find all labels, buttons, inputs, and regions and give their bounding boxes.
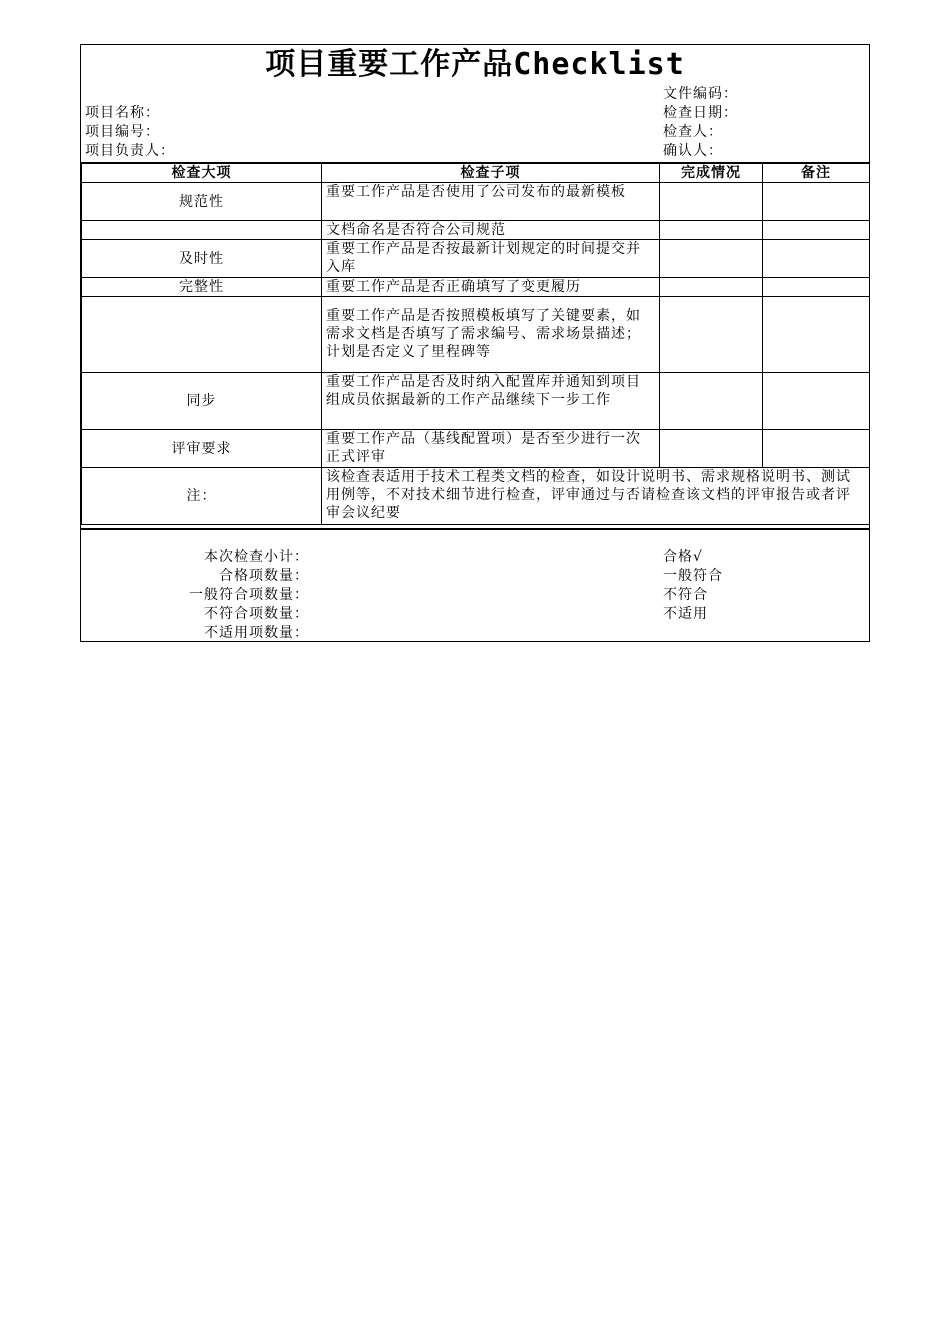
row-status-cell[interactable] xyxy=(660,278,763,297)
row-item: 重要工作产品是否按最新计划规定的时间提交并入库 xyxy=(322,240,660,278)
meta-project-lead: 项目负责人： xyxy=(85,143,175,159)
meta-project-number: 项目编号： xyxy=(85,124,160,140)
row-status-cell[interactable] xyxy=(660,430,763,468)
row-category: 评审要求 xyxy=(82,430,322,468)
summary-fail-count-label: 不符合项数量： xyxy=(204,606,309,622)
row-status-cell[interactable] xyxy=(660,183,763,221)
table-row xyxy=(82,297,870,373)
row-item: 重要工作产品是否使用了公司发布的最新模板 xyxy=(322,183,660,221)
row-note-cell[interactable] xyxy=(763,278,870,297)
meta-project-name: 项目名称： xyxy=(85,105,160,121)
row-note-cell[interactable] xyxy=(763,373,870,430)
table-row xyxy=(82,373,870,430)
row-status-cell[interactable] xyxy=(660,240,763,278)
row-note-cell[interactable] xyxy=(763,221,870,240)
note-row xyxy=(82,468,870,525)
row-category: 及时性 xyxy=(82,240,322,278)
summary-legend xyxy=(663,548,723,624)
table-row xyxy=(82,278,870,297)
table-row xyxy=(82,240,870,278)
row-item: 重要工作产品是否及时纳入配置库并通知到项目组成员依据最新的工作产品继续下一步工作 xyxy=(322,373,660,430)
note-text: 该检查表适用于技术工程类文档的检查，如设计说明书、需求规格说明书、测试用例等，不对技术细节进行检查，评审通过与否请检查该文档的评审报告或者评审会议纪要 xyxy=(322,468,870,525)
row-category xyxy=(82,297,322,373)
table-row xyxy=(82,221,870,240)
summary-subtotal-label: 本次检查小计： xyxy=(204,549,309,565)
legend-na: 不适用 xyxy=(663,606,708,622)
header-status: 完成情况 xyxy=(660,163,763,183)
row-note-cell[interactable] xyxy=(763,430,870,468)
meta-check-date: 检查日期： xyxy=(663,105,738,121)
row-status-cell[interactable] xyxy=(660,297,763,373)
table-row xyxy=(82,183,870,221)
summary-partial-count-label: 一般符合项数量： xyxy=(189,587,309,603)
row-note-cell[interactable] xyxy=(763,297,870,373)
summary-pass-count-label: 合格项数量： xyxy=(219,568,309,584)
row-category: 完整性 xyxy=(82,278,322,297)
note-label: 注： xyxy=(82,468,322,525)
row-item: 重要工作产品是否按照模板填写了关键要素，如需求文档是否填写了需求编号、需求场景描述；计划是否定义了里程碑等 xyxy=(322,297,660,373)
header-note: 备注 xyxy=(763,163,870,183)
summary-na-count-label: 不适用项数量： xyxy=(204,625,309,641)
legend-pass: 合格√ xyxy=(663,549,703,565)
meta-doc-code: 文件编码： xyxy=(663,86,738,102)
header-item: 检查子项 xyxy=(322,163,660,183)
meta-inspector: 检查人： xyxy=(663,124,723,140)
row-category: 规范性 xyxy=(82,183,322,221)
row-note-cell[interactable] xyxy=(763,183,870,221)
legend-fail: 不符合 xyxy=(663,587,708,603)
table-row xyxy=(82,430,870,468)
row-note-cell[interactable] xyxy=(763,240,870,278)
checklist-sheet xyxy=(80,44,870,642)
meta-confirmer: 确认人： xyxy=(663,143,723,159)
checklist-table xyxy=(81,162,870,525)
table-header-row xyxy=(82,163,870,183)
summary-counts xyxy=(81,548,309,643)
row-category: 同步 xyxy=(82,373,322,430)
row-category xyxy=(82,221,322,240)
row-status-cell[interactable] xyxy=(660,221,763,240)
page-title: 项目重要工作产品Checklist xyxy=(265,47,685,82)
row-item: 文档命名是否符合公司规范 xyxy=(322,221,660,240)
legend-partial: 一般符合 xyxy=(663,568,723,584)
header-category: 检查大项 xyxy=(82,163,322,183)
row-status-cell[interactable] xyxy=(660,373,763,430)
summary-section xyxy=(81,528,869,643)
row-item: 重要工作产品是否正确填写了变更履历 xyxy=(322,278,660,297)
row-item: 重要工作产品（基线配置项）是否至少进行一次正式评审 xyxy=(322,430,660,468)
